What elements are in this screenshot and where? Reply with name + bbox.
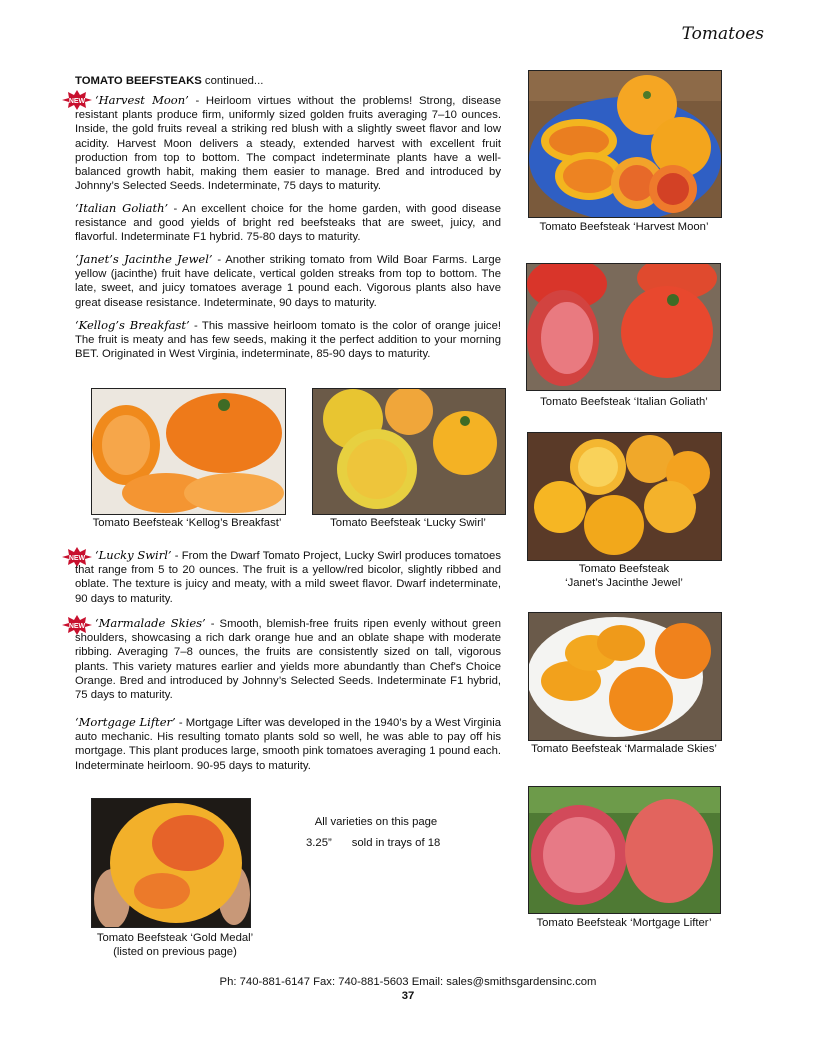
harvest-moon-text: ‘Harvest Moon’ - Heirloom virtues without the problems! Strong, disease resistant plants produce firm, uniformly sized golden fruits averaging 7–10 ounces. Inside, the gold fruits reveal a striking red blush with a slightly sweet flavor and low acidity. Harvest Moon delivers a steady, extended harvest with excellent fruit production from top to bottom. The compact indeterminate plants have a well-balanced growth habit, making them easier to manage. Bred and introduced by Johnny’s Selected Seeds. Indeterminate, 75 days to maturity. — [75, 93, 501, 193]
caption-lucky-swirl: Tomato Beefsteak ‘Lucky Swirl’ — [330, 517, 486, 529]
caption-italian-goliath: Tomato Beefsteak ‘Italian Goliath’ — [540, 396, 708, 408]
caption-marmalade-skies: Tomato Beefsteak ‘Marmalade Skies’ — [531, 743, 717, 755]
pot-size: 3.25” — [306, 837, 332, 849]
caption-kelloggs: Tomato Beefsteak ‘Kellog’s Breakfast’ — [92, 517, 282, 529]
caption-gold-medal-line1: Tomato Beefsteak ‘Gold Medal’ — [96, 932, 254, 944]
kelloggs-text: ‘Kellog’s Breakfast’ - This massive heirloom tomato is the color of orange juice! The fruit is meaty and has few seeds, making it the perfect addition to your morning BET. Originated in West Virginia, indeterminate, 85-90 days to maturity. — [75, 318, 501, 361]
section-title: Tomatoes — [681, 24, 764, 44]
caption-janets-line1: Tomato Beefsteak — [578, 563, 670, 575]
tray-info-line2 — [306, 837, 440, 849]
harvest-moon-photo — [528, 70, 722, 218]
svg-text:NEW: NEW — [68, 555, 86, 562]
lucky-swirl-photo — [312, 388, 506, 515]
svg-text:NEW: NEW — [68, 98, 86, 105]
italian-goliath-photo — [526, 263, 721, 391]
caption-gold-medal — [80, 931, 270, 959]
marmalade-skies-photo — [528, 612, 722, 741]
caption-harvest-moon: Tomato Beefsteak ‘Harvest Moon’ — [539, 221, 709, 233]
continued-label: continued... — [201, 75, 264, 87]
janets-jacinthe-photo — [527, 432, 722, 561]
intro-block — [75, 74, 501, 88]
tray-count: sold in trays of 18 — [351, 837, 441, 849]
mortgage-lifter-photo — [528, 786, 721, 914]
tray-info-line1: All varieties on this page — [314, 816, 438, 828]
gold-medal-photo — [91, 798, 251, 928]
page-number: 37 — [401, 990, 415, 1002]
caption-mortgage-lifter: Tomato Beefsteak ‘Mortgage Lifter’ — [536, 917, 712, 929]
caption-janets-jacinthe — [520, 562, 728, 590]
svg-text:NEW: NEW — [68, 623, 86, 630]
marmalade-skies-text: ‘Marmalade Skies’ - Smooth, blemish-free fruits ripen evenly without green shoulders, showcasing a rich dark orange hue and an oblate shape with moderate ribbing. Averaging 7–8 ounces, the fruits are consistently sized on tall, vigorous plants. This variety matures earlier and yields more abundantly than Chef's Choice Orange. Bred and introduced by Johnny’s Selected Seeds. Indeterminate F1 hybrid, 75 days to maturity. — [75, 616, 501, 702]
section-heading: TOMATO BEEFSTEAKS — [75, 75, 202, 87]
lucky-swirl-text: ‘Lucky Swirl’ - From the Dwarf Tomato Project, Lucky Swirl produces tomatoes that range from 5 to 20 ounces. The fruit is a yellow/red bicolor, slightly ribbed and oblate. The texture is juicy and meaty, with a mild sweet flavor. Dwarf indeterminate, 90 days to maturity. — [75, 548, 501, 605]
caption-janets-line2: ‘Janet’s Jacinthe Jewel’ — [565, 577, 683, 589]
kelloggs-photo — [91, 388, 286, 515]
janets-jacinthe-text: ‘Janet’s Jacinthe Jewel’ - Another striking tomato from Wild Boar Farms. Large yellow (jacinthe) fruit have delicate, vertical golden streaks from top to bottom. The late, sweet, and juicy tomatoes average 1 pound each. Vigorous plants also have great disease resistance. Indeterminate, 90 days to maturity. — [75, 252, 501, 309]
mortgage-lifter-text: ‘Mortgage Lifter’ - Mortgage Lifter was developed in the 1940’s by a West Virginia auto mechanic. His resulting tomato plants sold so well, he was able to pay off his mortgage. This plant produces large, smooth pink tomatoes averaging 1 pound each. Indeterminate heirloom. 90-95 days to maturity. — [75, 715, 501, 772]
footer-contact: Ph: 740-881-6147 Fax: 740-881-5603 Email: sales@smithsgardensinc.com — [219, 976, 597, 988]
caption-gold-medal-line2: (listed on previous page) — [113, 946, 237, 958]
italian-goliath-text: ‘Italian Goliath’ - An excellent choice for the home garden, with good disease resistance and good yields of bright red beefsteaks that are sweet, juicy, and flavorful. Indeterminate F1 hybrid. 75-80 days to maturity. — [75, 201, 501, 244]
